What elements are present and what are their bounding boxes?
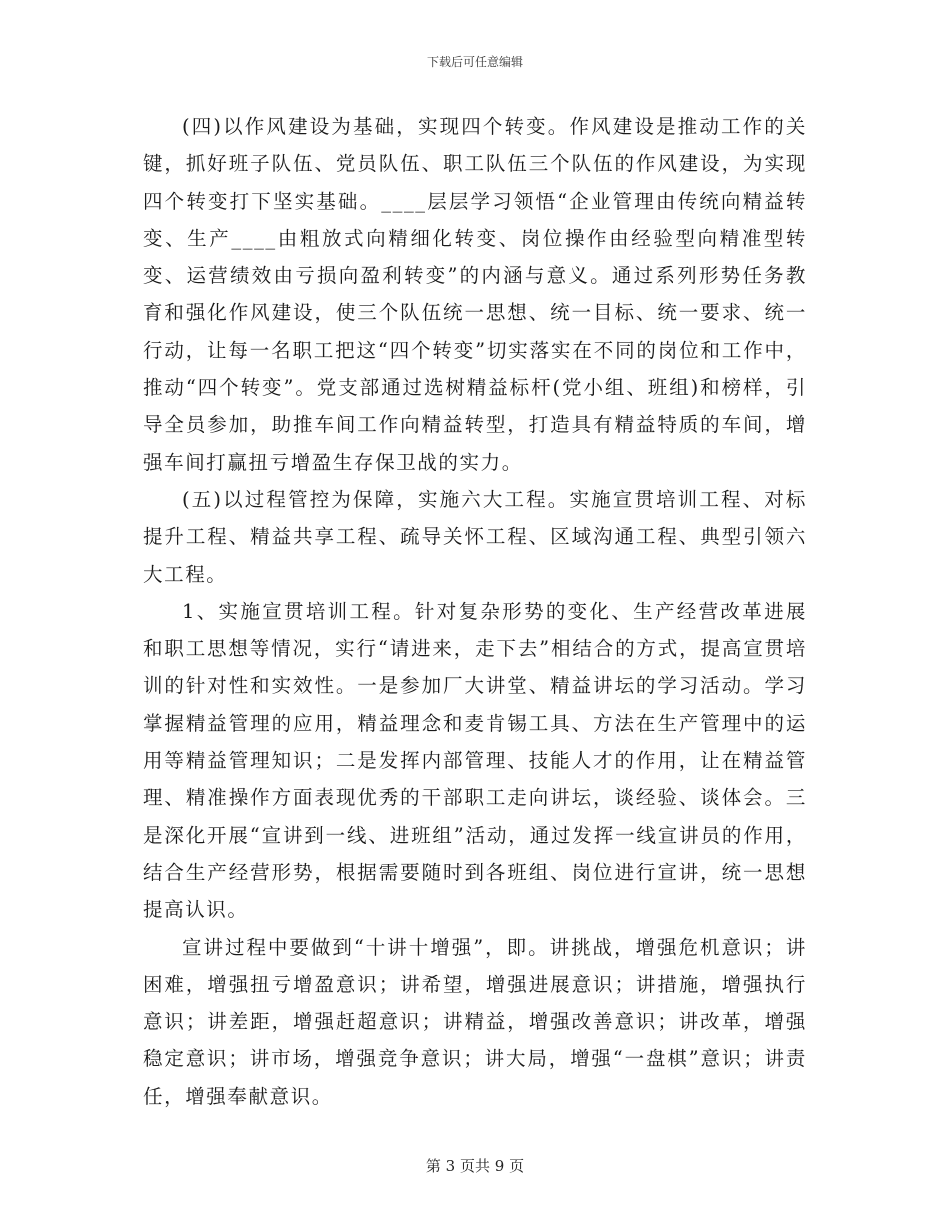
document-body xyxy=(143,108,807,1115)
page-number: 第 3 页共 9 页 xyxy=(425,1157,525,1175)
paragraph-style-building: (四)以作风建设为基础，实现四个转变。作风建设是推动工作的关键，抓好班子队伍、党员队伍、职工队伍三个队伍的作风建设，为实现四个转变打下坚实基础。____层层学习领悟“企业管理由传统向精益转变、生产____由粗放式向精细化转变、岗位操作由经验型向精准型转变、运营绩效由亏损向盈利转变”的内涵与意义。通过系列形势任务教育和强化作风建设，使三个队伍统一思想、统一目标、统一要求、统一行动，让每一名职工把这“四个转变”切实落实在不同的岗位和工作中，推动“四个转变”。党支部通过选树精益标杆(党小组、班组)和榜样，引导全员参加，助推车间工作向精益转型，打造具有精益特质的车间，增强车间打赢扭亏增盈生存保卫战的实力。 xyxy=(143,115,807,474)
paragraph-training-project: 1、实施宣贯培训工程。针对复杂形势的变化、生产经营改革进展和职工思想等情况，实行“请进来，走下去”相结合的方式，提高宣贯培训的针对性和实效性。一是参加厂大讲堂、精益讲坛的学习活动。学习掌握精益管理的应用，精益理念和麦肯锡工具、方法在生产管理中的运用等精益管理知识；二是发挥内部管理、技能人才的作用，让在精益管理、精准操作方面表现优秀的干部职工走向讲坛，谈经验、谈体会。三是深化开展“宣讲到一线、进班组”活动，通过发挥一线宣讲员的作用，结合生产经营形势，根据需要随时到各班组、岗位进行宣讲，统一思想提高认识。 xyxy=(143,599,807,922)
paragraph-six-projects: (五)以过程管控为保障，实施六大工程。实施宣贯培训工程、对标提升工程、精益共享工程、疏导关怀工程、区域沟通工程、典型引领六大工程。 xyxy=(143,487,807,586)
paragraph-ten-talks: 宣讲过程中要做到“十讲十增强”，即。讲挑战，增强危机意识；讲困难，增强扭亏增盈意识；讲希望，增强进展意识；讲措施，增强执行意识；讲差距，增强赶超意识；讲精益，增强改善意识；讲改革，增强稳定意识；讲市场，增强竞争意识；讲大局，增强“一盘棋”意识；讲责任，增强奉献意识。 xyxy=(143,935,807,1108)
page-header-note: 下载后可任意编辑 xyxy=(426,55,523,69)
